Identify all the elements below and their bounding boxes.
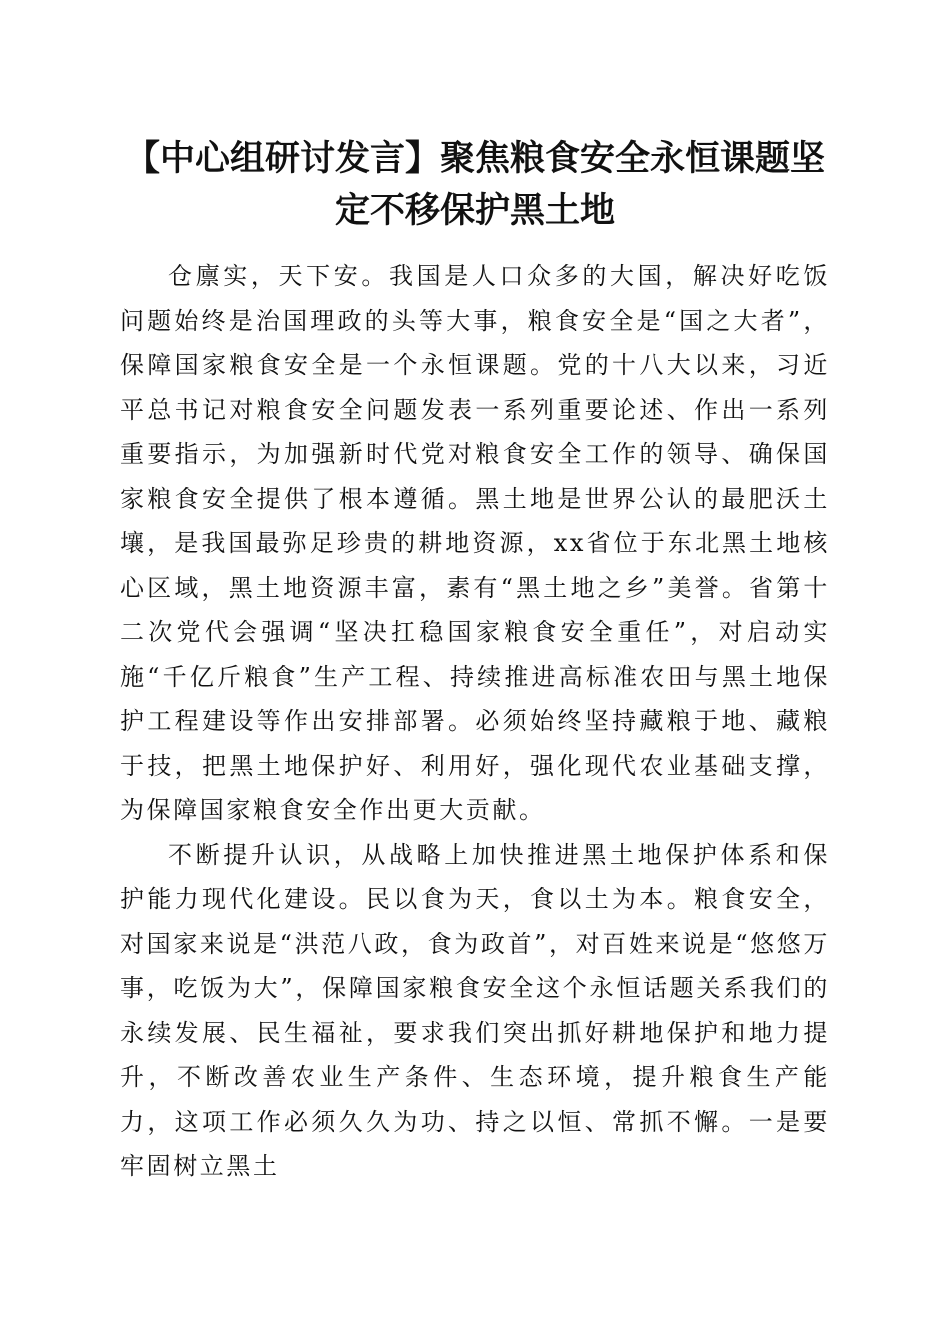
paragraph: 不断提升认识，从战略上加快推进黑土地保护体系和保护能力现代化建设。民以食为天，食以土为本。粮食安全，对国家来说是“洪范八政，食为政首”，对百姓来说是“悠悠万事，吃饭为大”，保障国家粮食安全这个永恒话题关系我们的永续发展、民生福祉，要求我们突出抓好耕地保护和地力提升，不断改善农业生产条件、生态环境，提升粮食生产能力，这项工作必须久久为功、持之以恒、常抓不懈。一是要牢固树立黑土 [120,840,830,1180]
page-title: 【中心组研讨发言】聚焦粮食安全永恒课题坚定不移保护黑土地 [124,138,825,231]
paragraph: 仓廪实，天下安。我国是人口众多的大国，解决好吃饭问题始终是治国理政的头等大事，粮食安全是“国之大者”，保障国家粮食安全是一个永恒课题。党的十八大以来，习近平总书记对粮食安全问题发表一系列重要论述、作出一系列重要指示，为加强新时代党对粮食安全工作的领导、确保国家粮食安全提供了根本遵循。黑土地是世界公认的最肥沃土壤，是我国最弥足珍贵的耕地资源，xx省位于东北黑土地核心区域，黑土地资源丰富，素有“黑土地之乡”美誉。省第十二次党代会强调“坚决扛稳国家粮食安全重任”，对启动实施“千亿斤粮食”生产工程、持续推进高标准农田与黑土地保护工程建设等作出安排部署。必须始终坚持藏粮于地、藏粮于技，把黑土地保护好、利用好，强化现代农业基础支撑，为保障国家粮食安全作出更大贡献。 [120,262,830,824]
document-body [120,254,830,1189]
